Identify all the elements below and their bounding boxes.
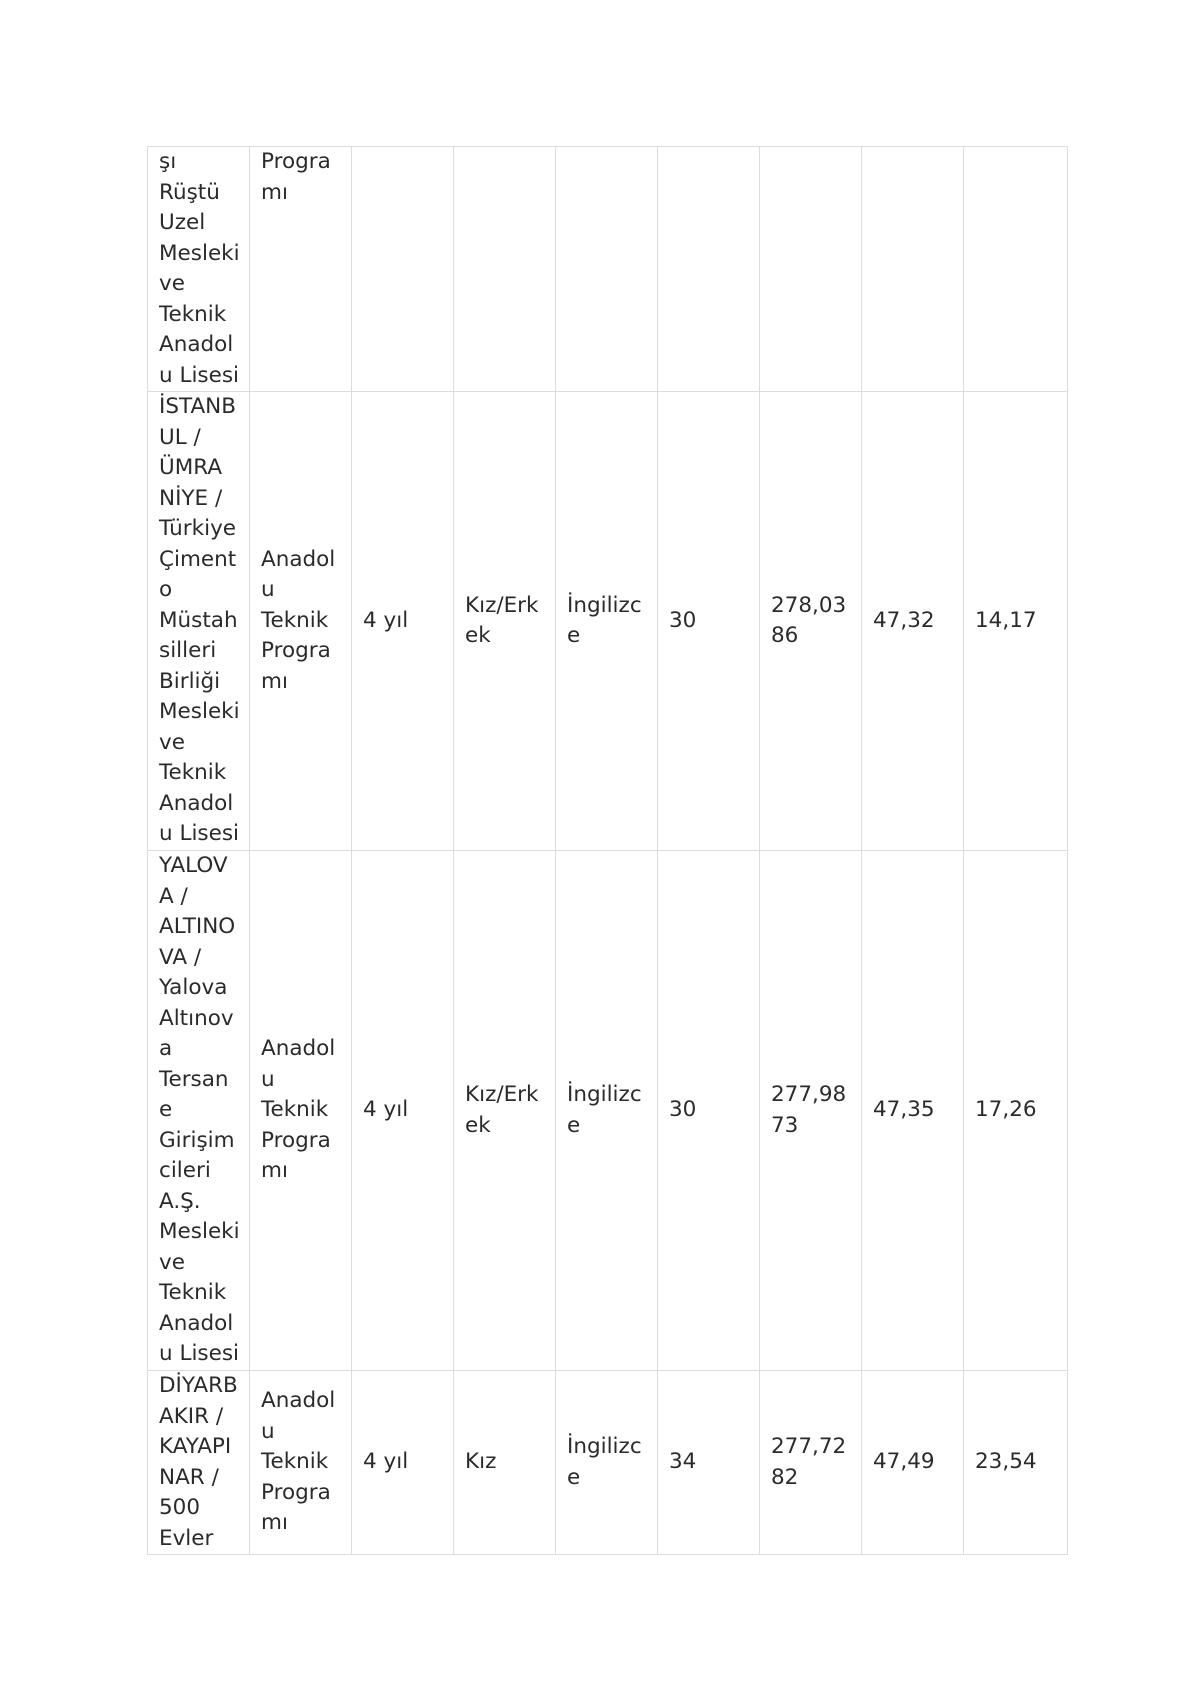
cell-text-line: Anadol	[261, 1388, 336, 1414]
cell-text-line: Progra	[261, 1127, 331, 1153]
school-name-cell	[148, 1371, 250, 1555]
cell-text-line: ek	[465, 623, 491, 648]
language-cell	[556, 1371, 658, 1555]
table-row	[148, 851, 1068, 1371]
cell-text-line: Kız	[465, 1449, 497, 1475]
cell-text-line: u Lisesi	[159, 821, 240, 847]
cell-text-line: Evler	[159, 1525, 214, 1551]
cell-text-line: Rüştü	[159, 179, 220, 205]
program-cell	[250, 851, 352, 1371]
cell-text-line: YALOV	[159, 853, 228, 879]
cell-text-line: Anadol	[261, 1036, 336, 1062]
cell-text-line: Teknik	[261, 607, 329, 633]
cell-text-line: u	[261, 577, 275, 603]
cell-text-line: AKIR /	[159, 1403, 224, 1429]
cell-text-line: silleri	[159, 638, 217, 664]
quota-cell	[658, 147, 760, 392]
duration-cell: 4 yıl	[352, 851, 454, 1371]
cell-text-line: İSTANB	[159, 394, 236, 420]
cell-text-line: Mesleki	[159, 699, 240, 725]
cell-text-line: 86	[771, 623, 799, 648]
table-row	[148, 1371, 1068, 1555]
cell-text-line: Teknik	[261, 1097, 329, 1123]
cell-text-line: u Lisesi	[159, 1341, 240, 1367]
cell-text-line: DİYARB	[159, 1373, 238, 1398]
score-cell	[760, 851, 862, 1371]
score-cell	[760, 392, 862, 851]
language-cell	[556, 392, 658, 851]
extra-value-cell	[964, 147, 1068, 392]
percentile-cell	[862, 147, 964, 392]
cell-text-line: Çiment	[159, 546, 237, 572]
cell-text-line: İngilizc	[567, 1082, 642, 1107]
cell-text-line: 278,03	[771, 592, 847, 618]
cell-text-line: mı	[261, 1510, 288, 1536]
cell-text-line: KAYAPI	[159, 1434, 232, 1459]
gender-cell	[454, 1371, 556, 1555]
duration-cell: 4 yıl	[352, 1371, 454, 1555]
cell-text-line: İngilizc	[567, 1434, 642, 1459]
cell-text-line: Progra	[261, 1479, 331, 1505]
percentile-cell: 47,32	[862, 392, 964, 851]
cell-text-line: Kız/Erk	[465, 592, 539, 618]
cell-text-line: ve	[159, 1249, 185, 1275]
cell-text-line: Birliği	[159, 668, 221, 694]
duration-cell	[352, 147, 454, 392]
cell-text-line: NAR /	[159, 1464, 219, 1490]
quota-cell: 30	[658, 851, 760, 1371]
cell-text-line: 277,98	[771, 1082, 847, 1107]
cell-text-line: ek	[465, 1112, 491, 1138]
cell-text-line: Progra	[261, 638, 331, 664]
program-cell	[250, 147, 352, 392]
cell-text-line: Teknik	[159, 1280, 227, 1306]
score-cell	[760, 1371, 862, 1555]
language-cell	[556, 147, 658, 392]
cell-text-line: Müstah	[159, 607, 238, 633]
quota-cell: 30	[658, 392, 760, 851]
cell-text-line: NİYE /	[159, 485, 223, 511]
cell-text-line: 73	[771, 1112, 799, 1138]
cell-text-line: ve	[159, 729, 185, 755]
cell-text-line: u	[261, 1418, 275, 1444]
school-name-cell	[148, 851, 250, 1371]
cell-text-line: u	[261, 1066, 275, 1092]
extra-value-cell: 17,26	[964, 851, 1068, 1371]
cell-text-line: Uzel	[159, 210, 206, 235]
gender-cell	[454, 851, 556, 1371]
cell-text-line: e	[567, 1112, 581, 1138]
cell-text-line: mı	[261, 668, 288, 694]
cell-text-line: Anadol	[159, 790, 234, 816]
table-row	[148, 147, 1068, 392]
cell-text-line: Altınov	[159, 1005, 234, 1031]
cell-text-line: 277,72	[771, 1434, 847, 1459]
cell-text-line: 500	[159, 1495, 201, 1520]
cell-text-line: VA /	[159, 944, 202, 970]
cell-text-line: o	[159, 577, 173, 603]
cell-text-line: ALTINO	[159, 914, 236, 940]
cell-text-line: Kız/Erk	[465, 1082, 539, 1107]
cell-text-line: Mesleki	[159, 1219, 240, 1245]
cell-text-line: e	[567, 623, 581, 648]
cell-text-line: A /	[159, 883, 188, 909]
cell-text-line: Tersan	[159, 1066, 229, 1092]
cell-text-line: mı	[261, 179, 288, 205]
cell-text-line: mı	[261, 1158, 288, 1184]
cell-text-line: a	[159, 1036, 173, 1062]
table-row	[148, 392, 1068, 851]
extra-value-cell: 14,17	[964, 392, 1068, 851]
cell-text-line: e	[567, 1464, 581, 1490]
cell-text-line: Teknik	[159, 760, 227, 786]
cell-text-line: Anadol	[261, 546, 336, 572]
cell-text-line: u Lisesi	[159, 362, 240, 388]
cell-text-line: cileri	[159, 1158, 211, 1184]
score-cell	[760, 147, 862, 392]
duration-cell: 4 yıl	[352, 392, 454, 851]
program-cell	[250, 1371, 352, 1555]
school-name-cell	[148, 147, 250, 392]
cell-text-line: İngilizc	[567, 592, 642, 618]
cell-text-line: UL /	[159, 424, 201, 450]
cell-text-line: Mesleki	[159, 240, 240, 266]
cell-text-line: Teknik	[261, 1449, 329, 1475]
cell-text-line: Anadol	[159, 332, 234, 357]
cell-text-line: Progra	[261, 149, 331, 174]
cell-text-line: e	[159, 1097, 173, 1123]
cell-text-line: Girişim	[159, 1127, 235, 1153]
percentile-cell: 47,49	[862, 1371, 964, 1555]
cell-text-line: ve	[159, 271, 185, 296]
school-name-cell	[148, 392, 250, 851]
school-table	[147, 146, 1068, 1555]
cell-text-line: A.Ş.	[159, 1188, 201, 1214]
cell-text-line: 82	[771, 1464, 799, 1490]
language-cell	[556, 851, 658, 1371]
extra-value-cell: 23,54	[964, 1371, 1068, 1555]
percentile-cell: 47,35	[862, 851, 964, 1371]
cell-text-line: Türkiye	[159, 516, 237, 542]
cell-text-line: Teknik	[159, 301, 227, 327]
cell-text-line: Anadol	[159, 1310, 234, 1336]
gender-cell	[454, 392, 556, 851]
quota-cell: 34	[658, 1371, 760, 1555]
cell-text-line: ÜMRA	[159, 455, 223, 481]
cell-text-line: Yalova	[159, 975, 228, 1001]
gender-cell	[454, 147, 556, 392]
program-cell	[250, 392, 352, 851]
cell-text-line: şı	[159, 149, 177, 174]
